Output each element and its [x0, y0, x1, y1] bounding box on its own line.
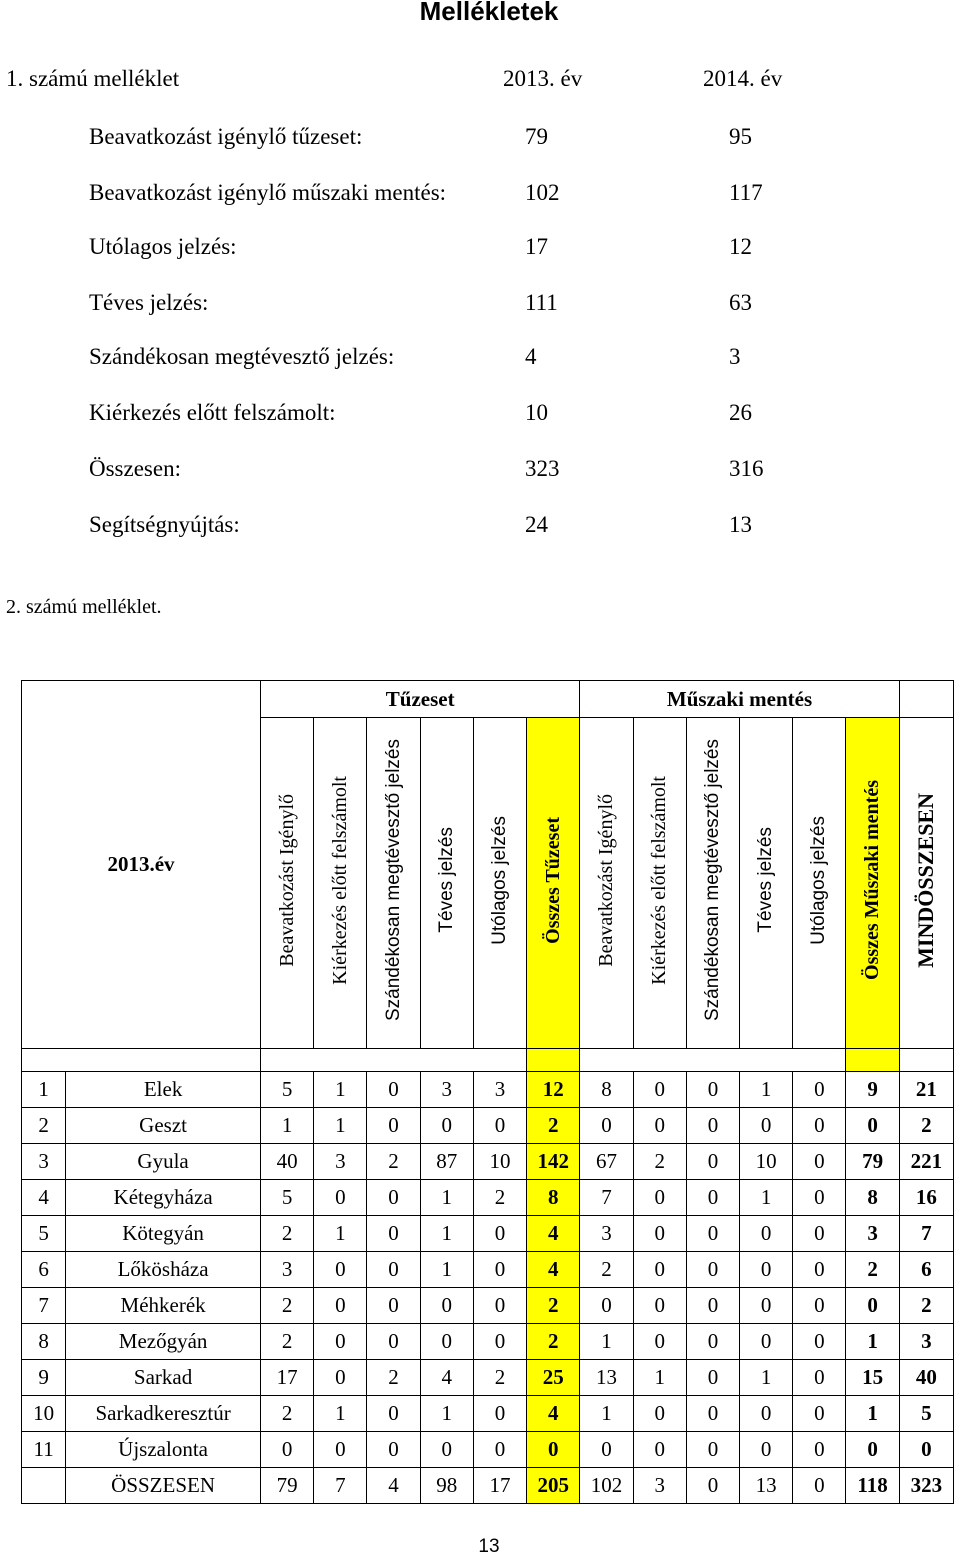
table-cell: 0 [686, 1468, 739, 1504]
page-number: 13 [478, 1536, 500, 1557]
table-cell: 0 [367, 1432, 420, 1468]
table-cell: 0 [314, 1432, 367, 1468]
group-header-fire: Tűzeset [261, 681, 580, 718]
annex2-table [21, 680, 954, 1504]
table-cell: 102 [580, 1468, 633, 1504]
table-cell: 1 [420, 1396, 473, 1432]
table-cell: 25 [527, 1360, 580, 1396]
row-number: 6 [22, 1252, 66, 1288]
table-cell: 0 [473, 1216, 526, 1252]
table-cell: 0 [367, 1216, 420, 1252]
annex1-row-label: Segítségnyújtás: [89, 512, 240, 537]
row-number: 10 [22, 1396, 66, 1432]
table-cell: 4 [527, 1252, 580, 1288]
table-cell: 0 [580, 1432, 633, 1468]
table-cell: 0 [633, 1072, 686, 1108]
table-cell: 0 [367, 1180, 420, 1216]
group-header-empty [899, 681, 953, 718]
annex1-value-2014: 12 [729, 234, 752, 259]
table-cell: 0 [846, 1288, 899, 1324]
settlement-name: ÖSSZESEN [66, 1468, 261, 1504]
grand-total-cell: 2 [899, 1288, 953, 1324]
table-cell: 0 [473, 1288, 526, 1324]
table-cell: 1 [580, 1324, 633, 1360]
table-cell: 0 [740, 1216, 793, 1252]
table-cell: 0 [473, 1432, 526, 1468]
annex1-value-2013: 102 [525, 180, 560, 205]
column-header-label: Utólagos jelzés [808, 815, 830, 945]
table-cell: 142 [527, 1144, 580, 1180]
table-row [22, 1216, 954, 1252]
annex1-value-2013: 111 [525, 290, 558, 315]
row-number: 8 [22, 1324, 66, 1360]
table-cell: 0 [633, 1216, 686, 1252]
column-header-label: Kiérkezés előtt felszámolt [648, 775, 671, 985]
table-cell: 8 [580, 1072, 633, 1108]
column-header-label: Összes Műszaki mentés [861, 780, 884, 980]
annex1-row-label: Utólagos jelzés: [89, 234, 237, 259]
table-row [22, 1324, 954, 1360]
table-cell: 5 [261, 1180, 314, 1216]
annex1-row [89, 180, 889, 210]
table-cell: 0 [314, 1180, 367, 1216]
table-cell: 0 [793, 1216, 846, 1252]
annex1-row-label: Téves jelzés: [89, 290, 209, 315]
table-cell: 8 [527, 1180, 580, 1216]
annex1-row-label: Összesen: [89, 456, 181, 481]
settlement-name: Elek [66, 1072, 261, 1108]
table-cell: 0 [633, 1432, 686, 1468]
settlement-name: Mezőgyán [66, 1324, 261, 1360]
table-row [22, 1180, 954, 1216]
grand-total-cell: 5 [899, 1396, 953, 1432]
table-cell: 0 [314, 1252, 367, 1288]
table-cell: 1 [740, 1360, 793, 1396]
settlement-name: Sarkad [66, 1360, 261, 1396]
table-cell: 0 [314, 1288, 367, 1324]
table-cell: 0 [793, 1108, 846, 1144]
table-cell: 9 [846, 1072, 899, 1108]
table-cell: 2 [527, 1108, 580, 1144]
column-header-label: Téves jelzés [435, 827, 457, 933]
row-number: 5 [22, 1216, 66, 1252]
table-row [22, 1360, 954, 1396]
table-cell: 1 [420, 1216, 473, 1252]
table-cell: 0 [367, 1396, 420, 1432]
page-title: Mellékletek [419, 0, 559, 26]
table-cell: 0 [686, 1216, 739, 1252]
column-header [580, 718, 633, 1049]
row-number: 4 [22, 1180, 66, 1216]
table-cell: 67 [580, 1144, 633, 1180]
annex1-row [89, 400, 889, 430]
table-cell: 2 [261, 1216, 314, 1252]
annex1-value-2014: 13 [729, 512, 752, 537]
table-cell: 4 [367, 1468, 420, 1504]
table-cell: 0 [793, 1144, 846, 1180]
table-row [22, 1432, 954, 1468]
row-number: 9 [22, 1360, 66, 1396]
table-cell: 0 [633, 1396, 686, 1432]
table-cell: 4 [527, 1396, 580, 1432]
table-cell: 3 [473, 1072, 526, 1108]
column-header-label: Téves jelzés [755, 827, 777, 933]
table-cell: 2 [527, 1324, 580, 1360]
grand-total-cell: 0 [899, 1432, 953, 1468]
row-number: 11 [22, 1432, 66, 1468]
grand-total-cell: 7 [899, 1216, 953, 1252]
table-cell: 0 [633, 1288, 686, 1324]
table-cell: 0 [633, 1108, 686, 1144]
annex1-value-2013: 24 [525, 512, 548, 537]
column-header [846, 718, 899, 1049]
grand-total-cell: 6 [899, 1252, 953, 1288]
table-cell: 1 [314, 1108, 367, 1144]
table-cell: 2 [367, 1144, 420, 1180]
annex1-value-2013: 10 [525, 400, 548, 425]
settlement-name: Gyula [66, 1144, 261, 1180]
year-header-cell [22, 681, 261, 1049]
table-cell: 87 [420, 1144, 473, 1180]
spacer-cell [846, 1049, 899, 1072]
annex1-row-label: Szándékosan megtévesztő jelzés: [89, 344, 395, 369]
group-header-tech: Műszaki mentés [580, 681, 899, 718]
table-cell: 0 [793, 1072, 846, 1108]
column-header [420, 718, 473, 1049]
table-cell: 0 [686, 1396, 739, 1432]
annex1-row-label: Beavatkozást igénylő tűzeset: [89, 124, 363, 149]
table-cell: 10 [473, 1144, 526, 1180]
table-row [22, 1144, 954, 1180]
table-cell: 0 [367, 1252, 420, 1288]
table-cell: 0 [793, 1288, 846, 1324]
table-cell: 8 [846, 1180, 899, 1216]
table-cell: 0 [686, 1144, 739, 1180]
table-cell: 1 [314, 1072, 367, 1108]
column-header-label: Utólagos jelzés [488, 815, 510, 945]
spacer-cell [580, 1049, 846, 1072]
table-cell: 2 [846, 1252, 899, 1288]
table-cell: 2 [527, 1288, 580, 1324]
annex2-title: 2. számú melléklet. [6, 596, 162, 618]
settlement-name: Geszt [66, 1108, 261, 1144]
table-cell: 0 [686, 1180, 739, 1216]
table-cell: 2 [261, 1324, 314, 1360]
spacer-cell [261, 1049, 527, 1072]
table-cell: 0 [473, 1252, 526, 1288]
table-cell: 12 [527, 1072, 580, 1108]
table-cell: 2 [473, 1180, 526, 1216]
table-cell: 0 [793, 1468, 846, 1504]
table-cell: 1 [633, 1360, 686, 1396]
table-cell: 7 [314, 1468, 367, 1504]
annex1-row-label: Beavatkozást igénylő műszaki mentés: [89, 180, 447, 205]
annex1-value-2013: 4 [525, 344, 537, 369]
table-cell: 205 [527, 1468, 580, 1504]
table-cell: 79 [846, 1144, 899, 1180]
table-row [22, 1288, 954, 1324]
table-cell: 0 [846, 1108, 899, 1144]
table-cell: 0 [686, 1360, 739, 1396]
table-cell: 3 [846, 1216, 899, 1252]
table-cell: 0 [793, 1180, 846, 1216]
table-row [22, 1252, 954, 1288]
table-cell: 1 [846, 1396, 899, 1432]
column-header-label: Kiérkezés előtt felszámolt [328, 775, 351, 985]
settlement-name: Sarkadkeresztúr [66, 1396, 261, 1432]
annex1-year1: 2013. év [503, 66, 583, 91]
table-cell: 0 [580, 1108, 633, 1144]
table-cell: 3 [633, 1468, 686, 1504]
annex1-value-2013: 79 [525, 124, 548, 149]
table-cell: 0 [527, 1432, 580, 1468]
spacer-cell [22, 1049, 261, 1072]
column-header [740, 718, 793, 1049]
annex1-row [89, 234, 889, 264]
table-cell: 17 [261, 1360, 314, 1396]
table-cell: 40 [261, 1144, 314, 1180]
annex1-row [89, 290, 889, 320]
table-cell: 0 [740, 1252, 793, 1288]
table-cell: 0 [633, 1324, 686, 1360]
table-cell: 4 [527, 1216, 580, 1252]
table-cell: 0 [261, 1432, 314, 1468]
table-cell: 0 [686, 1072, 739, 1108]
annex1-row [89, 456, 889, 486]
column-header-label: Szándékosan megtévesztő jelzés [382, 739, 404, 1021]
table-cell: 1 [314, 1216, 367, 1252]
spacer-cell [527, 1049, 580, 1072]
table-cell: 0 [686, 1288, 739, 1324]
table-cell: 13 [740, 1468, 793, 1504]
annex1-value-2014: 117 [729, 180, 763, 205]
table-cell: 1 [261, 1108, 314, 1144]
table-cell: 7 [580, 1180, 633, 1216]
row-number: 2 [22, 1108, 66, 1144]
row-number: 3 [22, 1144, 66, 1180]
column-header [633, 718, 686, 1049]
table-row [22, 1072, 954, 1108]
table-cell: 98 [420, 1468, 473, 1504]
table-cell: 5 [261, 1072, 314, 1108]
table-cell: 0 [367, 1288, 420, 1324]
table-cell: 3 [420, 1072, 473, 1108]
annex1-row [89, 344, 889, 374]
table-cell: 0 [846, 1432, 899, 1468]
column-header-label: MINDÖSSZESEN [913, 792, 939, 968]
table-cell: 0 [367, 1072, 420, 1108]
column-header [314, 718, 367, 1049]
table-cell: 0 [314, 1360, 367, 1396]
table-cell: 13 [580, 1360, 633, 1396]
table-cell: 17 [473, 1468, 526, 1504]
grand-total-cell: 16 [899, 1180, 953, 1216]
table-cell: 2 [261, 1396, 314, 1432]
table-cell: 3 [314, 1144, 367, 1180]
annex1-value-2014: 63 [729, 290, 752, 315]
table-cell: 2 [633, 1144, 686, 1180]
column-header-label: Összes Tűzeset [541, 816, 564, 944]
column-header [473, 718, 526, 1049]
annex1-row [89, 512, 889, 542]
table-cell: 15 [846, 1360, 899, 1396]
grand-total-cell: 21 [899, 1072, 953, 1108]
annex1-value-2014: 26 [729, 400, 752, 425]
annex1-value-2014: 95 [729, 124, 752, 149]
table-cell: 3 [261, 1252, 314, 1288]
table-cell: 118 [846, 1468, 899, 1504]
column-header-label: Szándékosan megtévesztő jelzés [701, 739, 723, 1021]
table-cell: 0 [686, 1432, 739, 1468]
table-row [22, 1468, 954, 1504]
settlement-name: Kétegyháza [66, 1180, 261, 1216]
table-cell: 0 [367, 1324, 420, 1360]
annex1-value-2013: 17 [525, 234, 548, 259]
table-cell: 79 [261, 1468, 314, 1504]
row-number: 1 [22, 1072, 66, 1108]
column-header [527, 718, 580, 1049]
table-cell: 0 [420, 1432, 473, 1468]
grand-total-cell: 323 [899, 1468, 953, 1504]
annex1-year2: 2014. év [703, 66, 783, 91]
annex1-row-label: Kiérkezés előtt felszámolt: [89, 400, 336, 425]
table-cell: 0 [473, 1396, 526, 1432]
table-cell: 1 [580, 1396, 633, 1432]
spacer-cell [899, 1049, 953, 1072]
table-cell: 2 [261, 1288, 314, 1324]
table-cell: 0 [740, 1288, 793, 1324]
annex1-label: 1. számú melléklet [6, 66, 180, 91]
table-cell: 0 [740, 1396, 793, 1432]
settlement-name: Újszalonta [66, 1432, 261, 1468]
table-cell: 0 [740, 1324, 793, 1360]
column-header-label: Beavatkozást Igénylő [595, 793, 617, 967]
grand-total-cell: 221 [899, 1144, 953, 1180]
annex1-row [89, 124, 889, 154]
annex1-value-2014: 3 [729, 344, 741, 369]
column-header [367, 718, 420, 1049]
row-number: 7 [22, 1288, 66, 1324]
table-cell: 0 [420, 1288, 473, 1324]
table-cell: 0 [367, 1108, 420, 1144]
table-row [22, 1396, 954, 1432]
table-cell: 0 [793, 1252, 846, 1288]
table-cell: 0 [793, 1360, 846, 1396]
settlement-name: Kötegyán [66, 1216, 261, 1252]
settlement-name: Lőkösháza [66, 1252, 261, 1288]
table-cell: 10 [740, 1144, 793, 1180]
table-cell: 0 [473, 1108, 526, 1144]
year-label: 2013.év [107, 852, 175, 876]
table-cell: 1 [420, 1252, 473, 1288]
table-cell: 1 [846, 1324, 899, 1360]
table-cell: 0 [686, 1252, 739, 1288]
table-cell: 0 [740, 1432, 793, 1468]
annex1-value-2014: 316 [729, 456, 764, 481]
table-cell: 0 [580, 1288, 633, 1324]
table-cell: 0 [740, 1108, 793, 1144]
table-cell: 1 [740, 1180, 793, 1216]
table-cell: 4 [420, 1360, 473, 1396]
table-cell: 0 [686, 1108, 739, 1144]
column-header [793, 718, 846, 1049]
row-number [22, 1468, 66, 1504]
settlement-name: Méhkerék [66, 1288, 261, 1324]
table-cell: 0 [420, 1108, 473, 1144]
column-header [261, 718, 314, 1049]
grand-total-cell: 2 [899, 1108, 953, 1144]
table-cell: 0 [686, 1324, 739, 1360]
grand-total-cell: 40 [899, 1360, 953, 1396]
table-cell: 0 [793, 1432, 846, 1468]
table-cell: 0 [314, 1324, 367, 1360]
table-cell: 0 [793, 1324, 846, 1360]
grand-total-cell: 3 [899, 1324, 953, 1360]
table-cell: 0 [473, 1324, 526, 1360]
table-cell: 0 [793, 1396, 846, 1432]
table-cell: 2 [367, 1360, 420, 1396]
table-cell: 0 [633, 1252, 686, 1288]
table-cell: 0 [420, 1324, 473, 1360]
table-cell: 1 [314, 1396, 367, 1432]
column-header [686, 718, 739, 1049]
table-cell: 1 [420, 1180, 473, 1216]
table-cell: 0 [633, 1180, 686, 1216]
annex1-value-2013: 323 [525, 456, 560, 481]
column-header-label: Beavatkozást Igénylő [275, 793, 298, 967]
table-row [22, 1108, 954, 1144]
table-cell: 2 [473, 1360, 526, 1396]
table-cell: 3 [580, 1216, 633, 1252]
table-cell: 1 [740, 1072, 793, 1108]
table-cell: 2 [580, 1252, 633, 1288]
column-header [899, 718, 953, 1049]
